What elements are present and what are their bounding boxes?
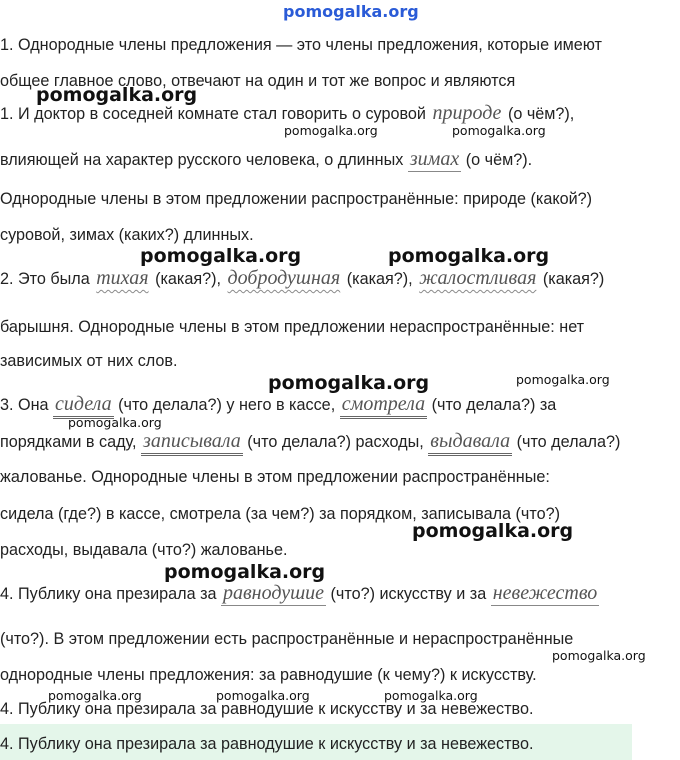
watermark: pomogalka.org: [384, 688, 478, 703]
watermark: pomogalka.org: [216, 688, 310, 703]
watermark: pomogalka.org: [552, 648, 646, 663]
watermark-top: pomogalka.org: [283, 2, 419, 21]
watermark: pomogalka.org: [412, 520, 574, 542]
text-line-18: 4. Публику она презирала за равнодушие к искусству и за невежество.: [0, 700, 534, 718]
watermark: pomogalka.org: [516, 372, 610, 387]
text-line-9: зависимых от них слов.: [0, 352, 178, 370]
watermark: pomogalka.org: [48, 688, 142, 703]
text-line-11: порядками в саду, записывала (что делала?) расходы, выдавала (что делала?): [0, 430, 620, 453]
double-underlined-word: смотрела: [340, 393, 427, 419]
watermark: pomogalka.org: [68, 415, 162, 430]
watermark: pomogalka.org: [164, 561, 326, 583]
watermark: pomogalka.org: [36, 84, 198, 106]
double-underlined-word: записывала: [141, 430, 243, 456]
text-line-5: Однородные члены в этом предложении распространённые: природе (какой?): [0, 190, 593, 208]
wavy-underlined-word: жалостливая: [419, 267, 537, 289]
underlined-word: равнодушие: [223, 582, 325, 604]
underlined-word: зимах: [409, 148, 460, 170]
watermark: pomogalka.org: [452, 123, 546, 138]
text-line-12: жалованье. Однородные члены в этом предложении распространённые:: [0, 468, 550, 486]
watermark: pomogalka.org: [140, 245, 302, 267]
handwritten-word: природе: [432, 102, 502, 124]
watermark: pomogalka.org: [388, 245, 550, 267]
double-underlined-word: сидела: [53, 393, 114, 419]
text-line-4: влияющей на характер русского человека, о длинных зимах (о чём?).: [0, 148, 533, 170]
text-line-2: общее главное слово, отвечают на один и тот же вопрос и являются: [0, 72, 516, 90]
answer-line: 4. Публику она презирала за равнодушие к искусству и за невежество.: [0, 735, 534, 753]
wavy-underlined-word: добродушная: [227, 267, 341, 289]
text-line-10: 3. Она сидела (что делала?) у него в кассе, смотрела (что делала?) за: [0, 393, 556, 416]
underlined-word: невежество: [492, 582, 598, 604]
text-line-16: (что?). В этом предложении есть распространённые и нераспространённые: [0, 630, 574, 648]
text-line-14: расходы, выдавала (что?) жалованье.: [0, 541, 288, 559]
text-line-17: однородные члены предложения: за равнодушие (к чему?) к искусству.: [0, 666, 537, 684]
text-line-3: 1. И доктор в соседней комнате стал говорить о суровой природе (о чём?),: [0, 102, 575, 124]
text-line-6: суровой, зимах (каких?) длинных.: [0, 226, 254, 244]
watermark: pomogalka.org: [284, 123, 378, 138]
text-line-7: 2. Это была тихая (какая?), добродушная (какая?), жалостливая (какая?): [0, 267, 605, 289]
text-line-13: сидела (где?) в кассе, смотрела (за чем?) за порядком, записывала (что?): [0, 505, 560, 523]
text-line-1: 1. Однородные члены предложения — это члены предложения, которые имеют: [0, 36, 602, 54]
text-line-15: 4. Публику она презирала за равнодушие (что?) искусству и за невежество: [0, 582, 598, 604]
wavy-underlined-word: тихая: [96, 267, 149, 289]
watermark: pomogalka.org: [268, 372, 430, 394]
double-underlined-word: выдавала: [428, 430, 512, 456]
text-line-8: барышня. Однородные члены в этом предложении нераспространённые: нет: [0, 318, 585, 336]
